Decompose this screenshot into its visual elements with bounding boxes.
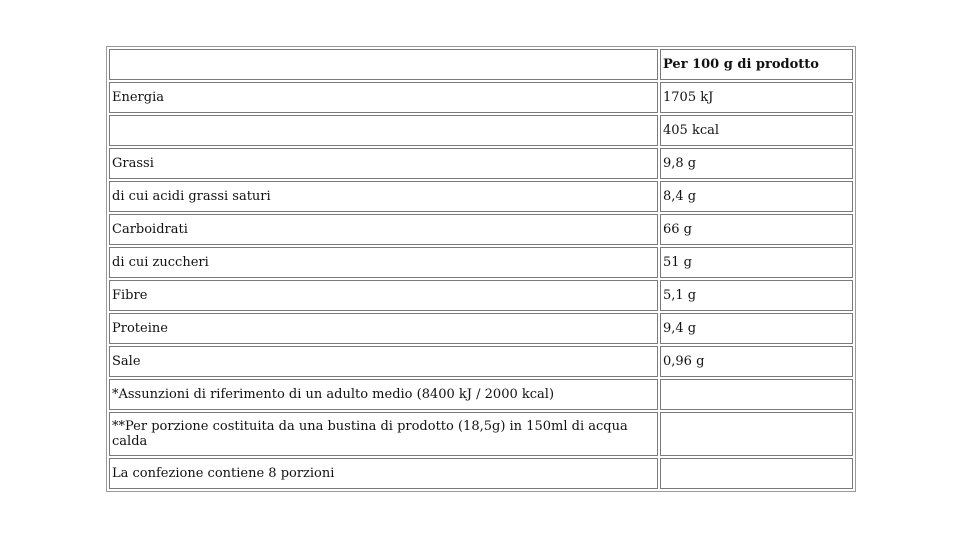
row-value [660, 458, 853, 489]
header-label-cell [109, 49, 658, 80]
table-row [109, 214, 853, 245]
table-row [109, 346, 853, 377]
row-value: 9,4 g [660, 313, 853, 344]
row-label: **Per porzione costituita da una bustina di prodotto (18,5g) in 150ml di acqua calda [109, 412, 658, 456]
row-value: 66 g [660, 214, 853, 245]
header-value-cell: Per 100 g di prodotto [660, 49, 853, 80]
table-row [109, 247, 853, 278]
row-label: di cui zuccheri [109, 247, 658, 278]
row-value: 51 g [660, 247, 853, 278]
row-value: 405 kcal [660, 115, 853, 146]
row-value: 9,8 g [660, 148, 853, 179]
table-row [109, 313, 853, 344]
row-label: Grassi [109, 148, 658, 179]
table-row [109, 458, 853, 489]
table-header-row [109, 49, 853, 80]
row-value [660, 379, 853, 410]
table-row [109, 115, 853, 146]
row-value: 8,4 g [660, 181, 853, 212]
row-label: Carboidrati [109, 214, 658, 245]
row-label: Fibre [109, 280, 658, 311]
table-row [109, 181, 853, 212]
row-label [109, 115, 658, 146]
row-label: Proteine [109, 313, 658, 344]
row-value: 5,1 g [660, 280, 853, 311]
row-label: di cui acidi grassi saturi [109, 181, 658, 212]
row-label: Sale [109, 346, 658, 377]
row-label: Energia [109, 82, 658, 113]
row-value: 0,96 g [660, 346, 853, 377]
table-row [109, 412, 853, 456]
nutrition-table [106, 46, 856, 492]
table-row [109, 82, 853, 113]
table-row [109, 379, 853, 410]
row-value: 1705 kJ [660, 82, 853, 113]
table-row [109, 148, 853, 179]
row-label: *Assunzioni di riferimento di un adulto medio (8400 kJ / 2000 kcal) [109, 379, 658, 410]
table-row [109, 280, 853, 311]
row-value [660, 412, 853, 456]
row-label: La confezione contiene 8 porzioni [109, 458, 658, 489]
